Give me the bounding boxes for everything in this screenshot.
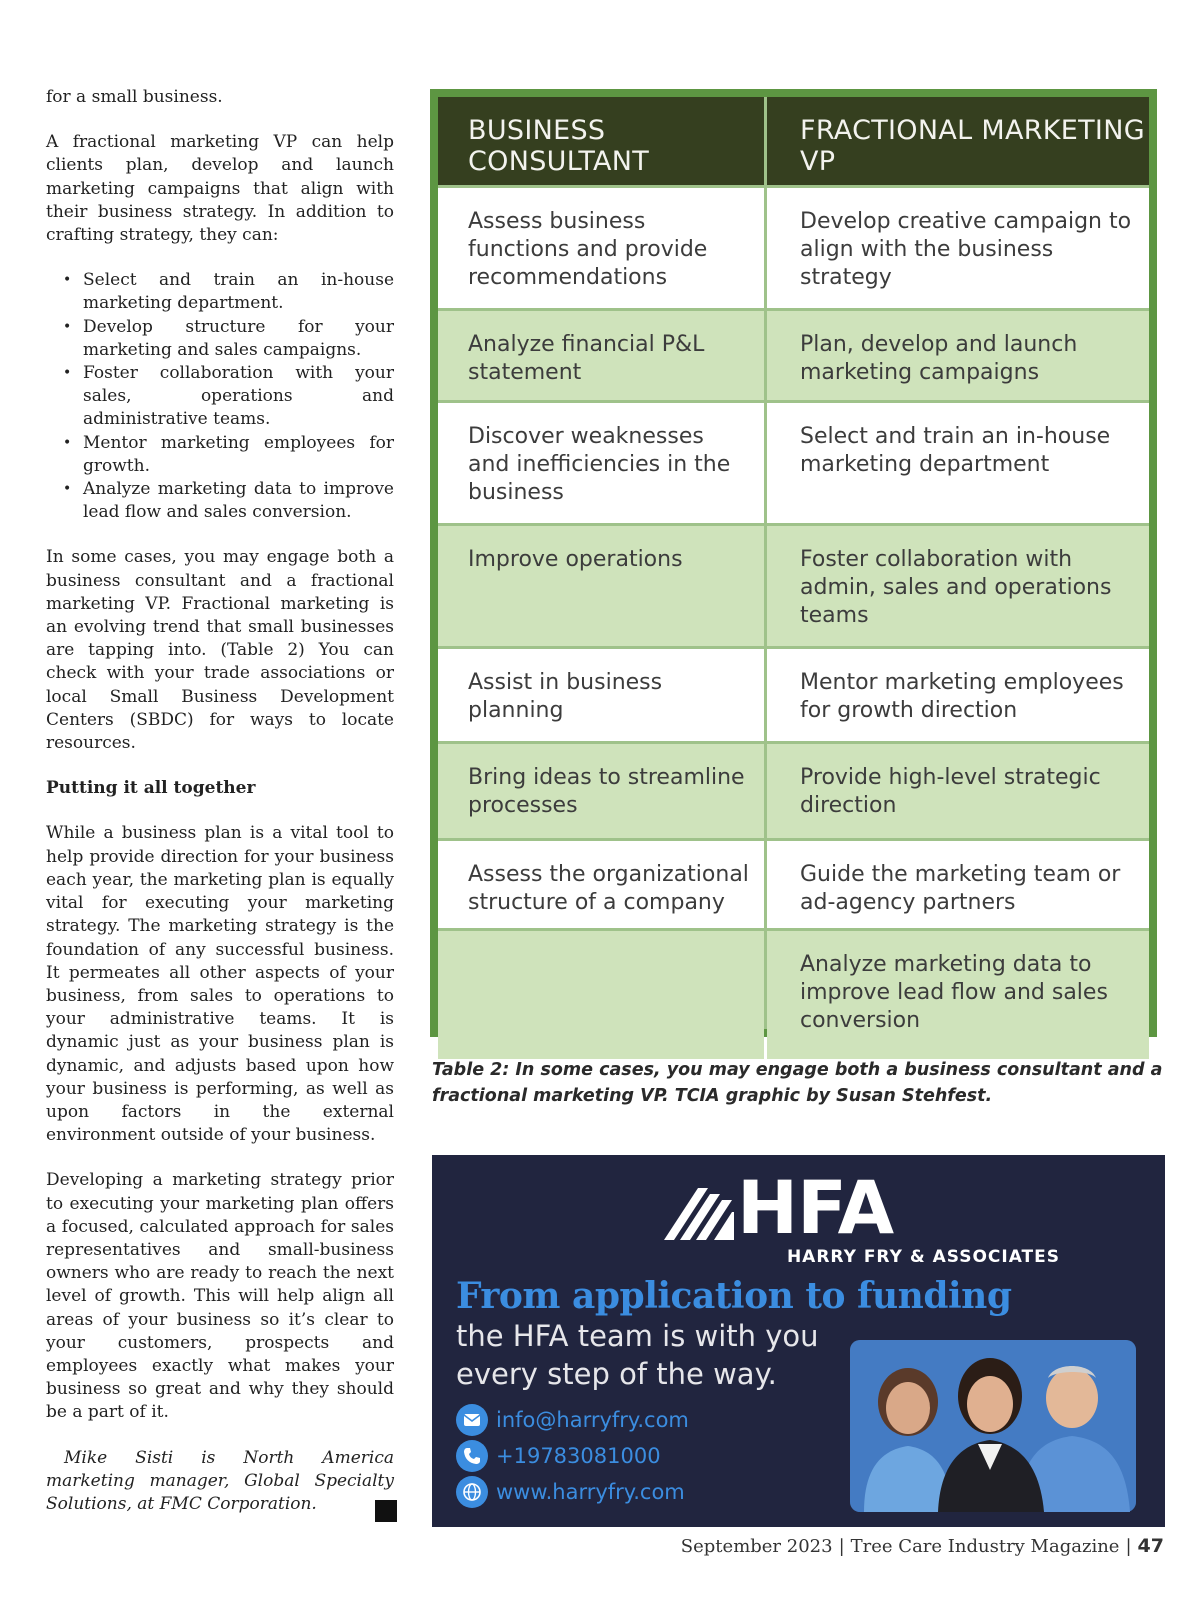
bullet-list [46,269,394,524]
page-footer: September 2023 | Tree Care Industry Magazine | 47 [680,1535,1164,1557]
table-cell: Provide high-level strategic direction [767,744,1149,838]
table-caption: Table 2: In some cases, you may engage both a business consultant and a fractional marketing VP. TCIA graphic by Susan Stehfest. [432,1060,1163,1106]
article-paragraph: A fractional marketing VP can help clients plan, develop and launch marketing campaigns that align with their business strategy. In addition to crafting strategy, they can: [46,132,394,246]
ad-headline: From application to funding [456,1275,1012,1317]
issue-date: September 2023 [680,1536,833,1557]
contact-website[interactable] [456,1476,685,1508]
article-paragraph: In some cases, you may engage both a business consultant and a fractional marketing VP. Fractional marketing is an evolving trend that small businesses are tapping into. (Table 2) You can check with your trade associations or local Small Business Development Centers (SBDC) for ways to locate resources. [46,547,394,754]
table-cell: Select and train an in-house marketing department [767,403,1149,523]
article-paragraph: While a business plan is a vital tool to help provide direction for your business each year, the marketing plan is equally vital for executing your marketing strategy. The marketing strategy is the foundation of any successful business. It permeates all other aspects of your business, from sales to operations to your administrative teams. It is dynamic just as your business plan is dynamic, and adjusts based upon how your business is performing, as well as upon factors in the external environment outside of your business. [46,823,394,1146]
table-cell: Foster collaboration with admin, sales and operations teams [767,526,1149,646]
table-cell-empty [438,931,764,1059]
globe-icon [456,1476,488,1508]
table-cell: Plan, develop and launch marketing campaigns [767,311,1149,400]
contact-website-text[interactable]: www.harryfry.com [496,1480,685,1504]
table-cell: Analyze financial P&L statement [438,311,764,400]
bullet-item: • Mentor marketing employees for growth. [46,432,394,478]
table-cell: Guide the marketing team or ad-agency partners [767,841,1149,928]
table-cell: Develop creative campaign to align with the business strategy [767,188,1149,308]
table-cell: Analyze marketing data to improve lead flow and sales conversion [767,931,1149,1059]
company-name: HARRY FRY & ASSOCIATES [786,1247,1060,1267]
bullet-item: • Select and train an in-house marketing department. [46,269,394,315]
table-cell: Mentor marketing employees for growth direction [767,649,1149,741]
table-cell: Discover weaknesses and inefficiencies in the business [438,403,764,523]
hfa-advertisement[interactable] [432,1155,1165,1527]
team-photo [850,1340,1136,1512]
table-header-business-consultant: BUSINESS CONSULTANT [438,97,764,185]
table-cell: Assess business functions and provide recommendations [438,188,764,308]
page-number: 47 [1137,1535,1164,1557]
contact-phone[interactable] [456,1440,661,1472]
hfa-logo: HFA [737,1166,894,1251]
phone-icon [456,1440,488,1472]
hfa-stripes-logo-icon [664,1180,734,1240]
contact-phone-text[interactable]: +19783081000 [496,1444,661,1468]
bullet-item: • Develop structure for your marketing and sales campaigns. [46,316,394,362]
table-cell: Bring ideas to streamline processes [438,744,764,838]
magazine-name: Tree Care Industry Magazine [850,1536,1120,1557]
bullet-item: • Analyze marketing data to improve lead flow and sales conversion. [46,478,394,524]
article-column [46,86,394,1516]
table-header-fractional-vp: FRACTIONAL MARKETING VP [767,97,1149,185]
contact-email[interactable] [456,1404,689,1436]
section-heading: Putting it all together [46,778,256,799]
table-cell: Assist in business planning [438,649,764,741]
comparison-table [430,89,1157,1037]
email-icon [456,1404,488,1436]
article-paragraph: for a small business. [46,87,223,107]
end-of-article-mark [375,1500,397,1522]
author-byline: Mike Sisti is North America marketing manager, Global Specialty Solutions, at FMC Corporation. [46,1447,394,1514]
article-paragraph: Developing a marketing strategy prior to executing your marketing plan offers a focused, calculated approach for sales representatives and small-business owners who are ready to reach the next level of growth. This will help align all areas of your business so it’s clear to your customers, prospects and employees exactly what makes your business so great and why they should be a part of it. [46,1170,394,1423]
contact-email-text[interactable]: info@harryfry.com [496,1408,689,1432]
table-cell: Assess the organizational structure of a company [438,841,764,928]
table-cell: Improve operations [438,526,764,646]
bullet-item: • Foster collaboration with your sales, operations and administrative teams. [46,362,394,432]
ad-tagline: the HFA team is with you every step of the way. [456,1319,819,1391]
